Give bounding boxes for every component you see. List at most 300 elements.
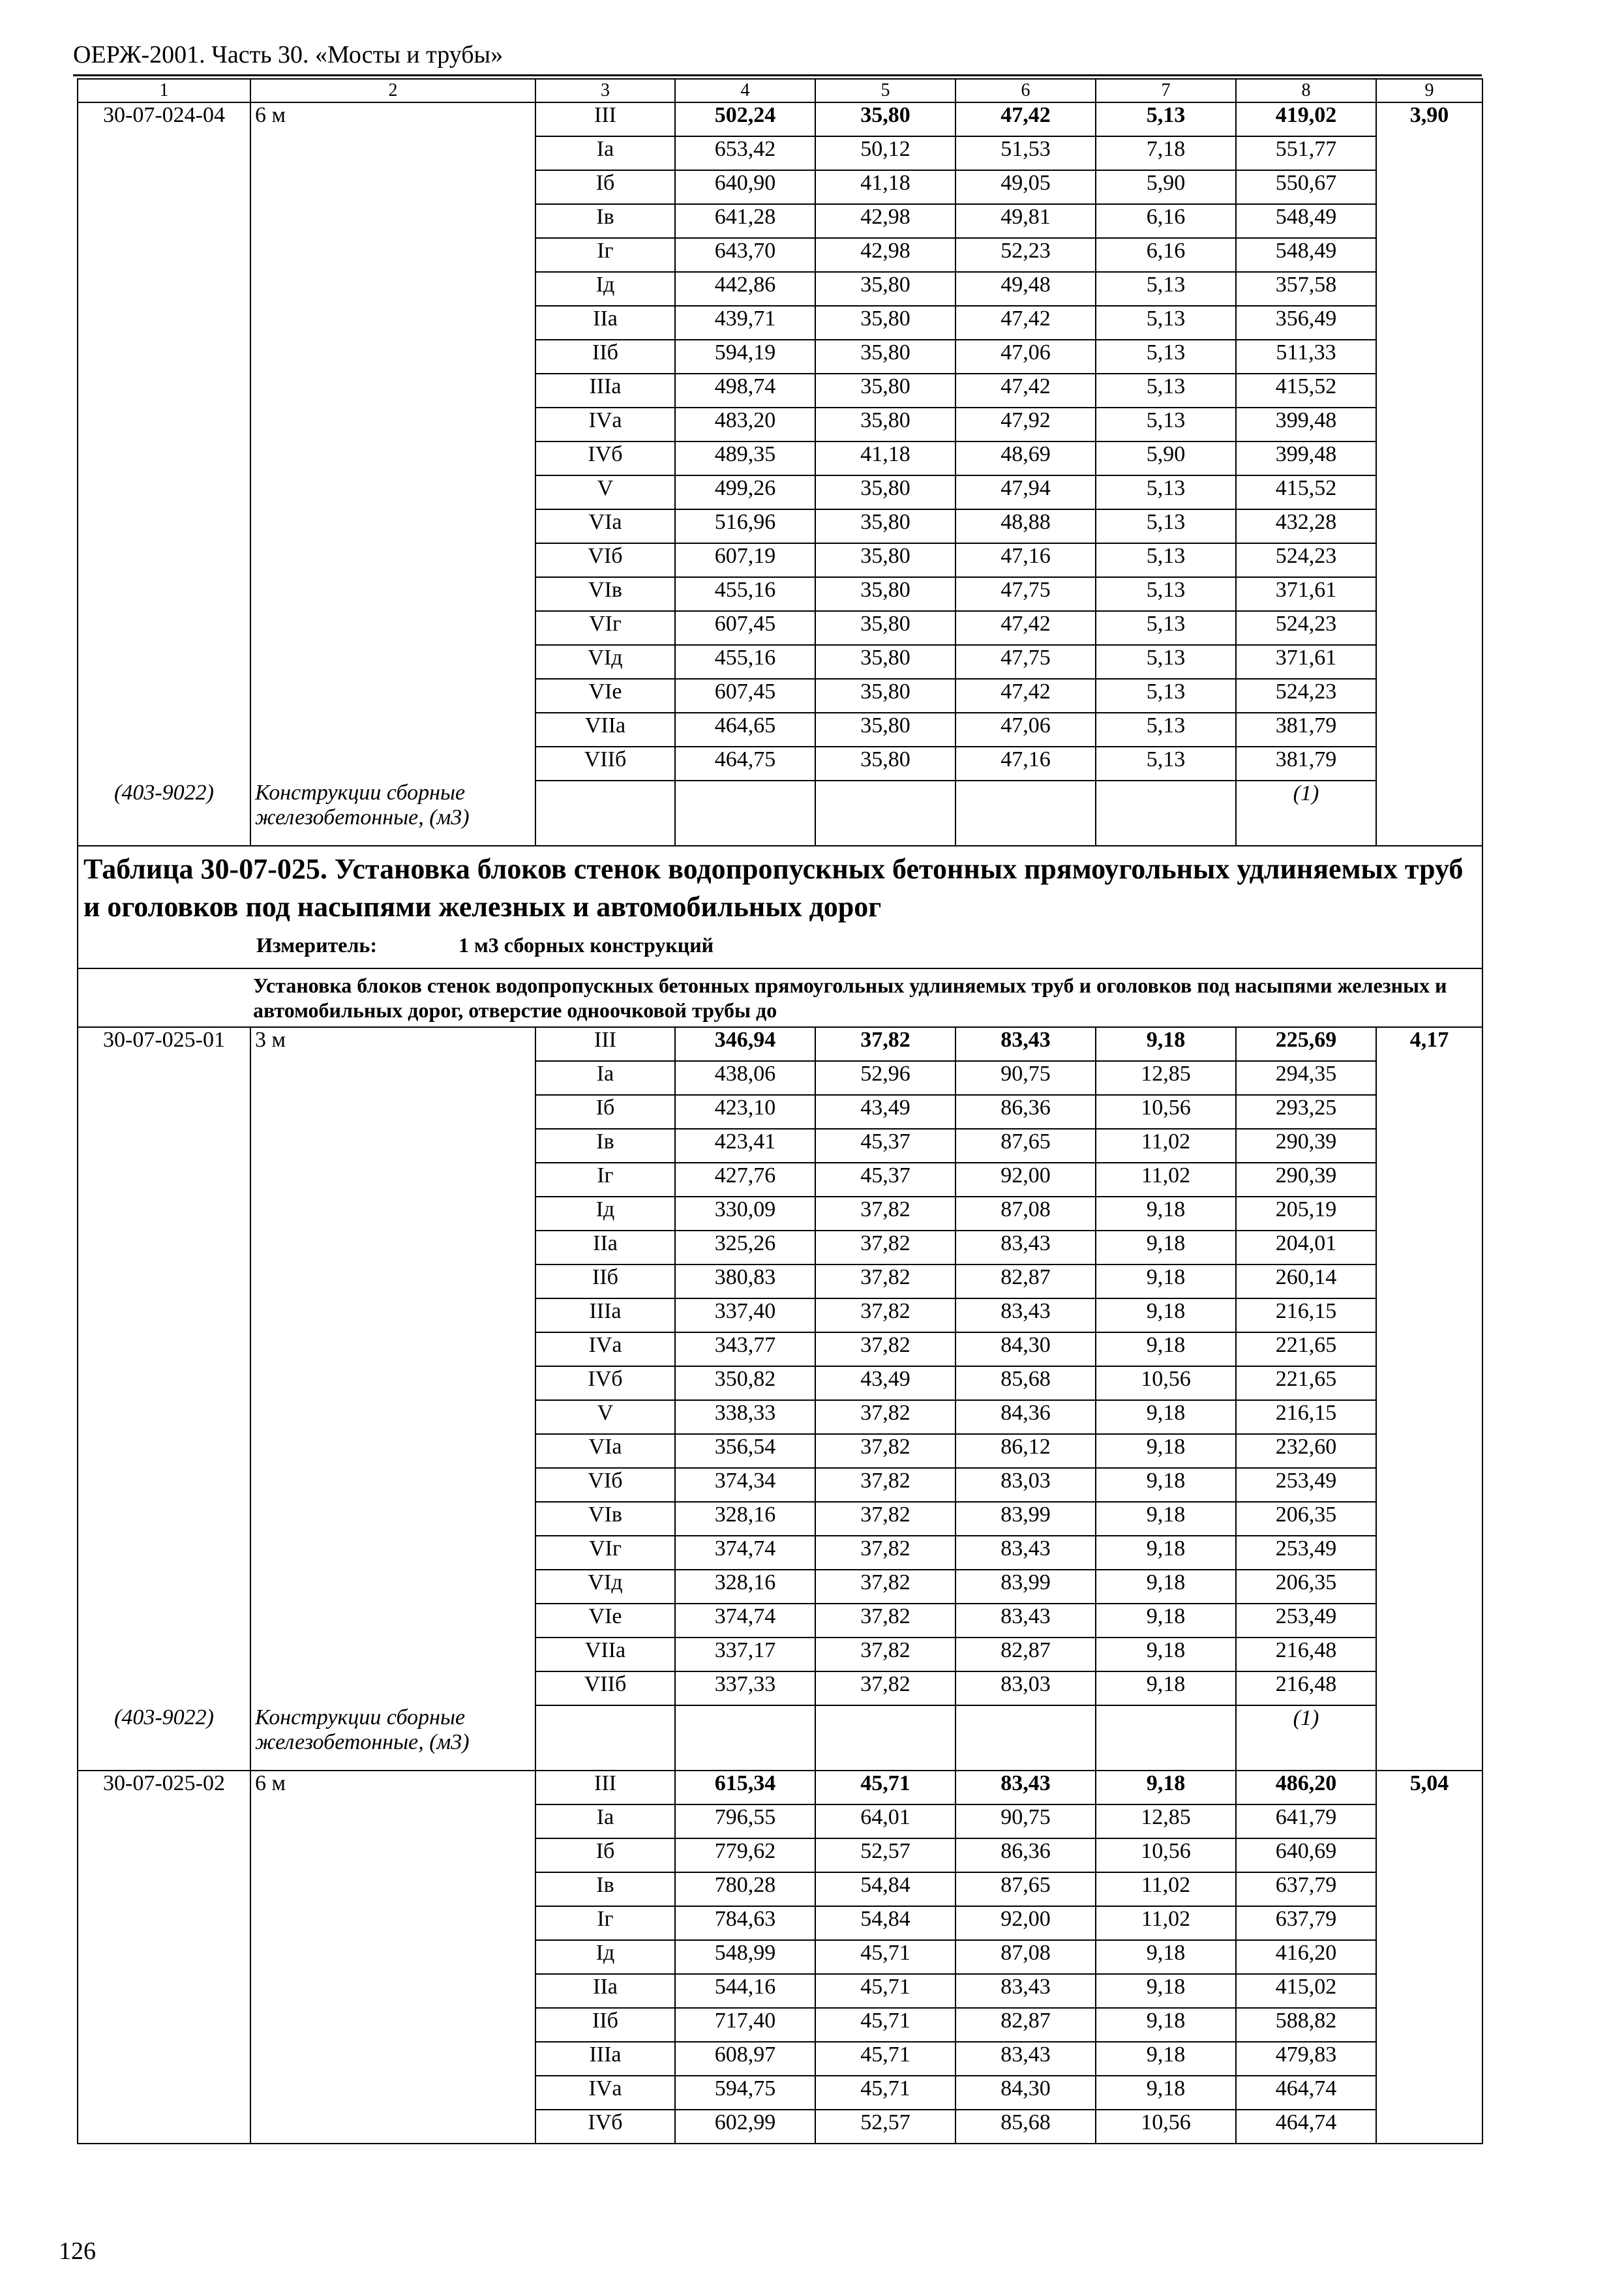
value-cell: 5,13	[1096, 679, 1236, 713]
empty-cell	[78, 2076, 250, 2110]
value-cell: 9,18	[1096, 1771, 1236, 1804]
value-cell: 511,33	[1236, 340, 1376, 374]
value-cell: 6,16	[1096, 238, 1236, 272]
value-cell: 35,80	[815, 340, 955, 374]
value-cell: 35,80	[815, 374, 955, 408]
value-cell: 442,86	[675, 272, 815, 306]
empty-cell	[1376, 747, 1482, 781]
empty-cell	[78, 441, 250, 475]
region-code: VIв	[535, 1502, 675, 1536]
empty-cell	[250, 136, 535, 170]
empty-cell	[1376, 1705, 1482, 1771]
region-code: IVб	[535, 1366, 675, 1400]
empty-cell	[1376, 1838, 1482, 1872]
column-number: 1	[78, 79, 250, 102]
value-cell: 47,16	[955, 747, 1096, 781]
value-cell: 9,18	[1096, 1400, 1236, 1434]
value-cell: 293,25	[1236, 1095, 1376, 1129]
region-code: VIIб	[535, 747, 675, 781]
value-cell: 643,70	[675, 238, 815, 272]
empty-cell	[250, 611, 535, 645]
value-cell: 216,15	[1236, 1298, 1376, 1332]
table-row	[78, 509, 1482, 543]
empty-cell	[78, 1434, 250, 1468]
empty-cell	[1376, 679, 1482, 713]
region-code: IIIа	[535, 1298, 675, 1332]
value-cell: 216,48	[1236, 1671, 1376, 1705]
empty-cell	[78, 1163, 250, 1197]
empty-cell	[250, 170, 535, 204]
value-cell: 374,74	[675, 1536, 815, 1570]
table-row	[78, 204, 1482, 238]
value-cell: 37,82	[815, 1298, 955, 1332]
value-cell: 594,19	[675, 340, 815, 374]
value-cell: 92,00	[955, 1163, 1096, 1197]
norm-size: 6 м	[250, 1771, 535, 1804]
table-row	[78, 170, 1482, 204]
empty-cell	[1376, 272, 1482, 306]
value-cell: 608,97	[675, 2042, 815, 2076]
value-cell: 35,80	[815, 408, 955, 441]
table-title-row	[78, 846, 1482, 968]
table-row	[78, 577, 1482, 611]
empty-cell	[78, 340, 250, 374]
region-code: III	[535, 102, 675, 136]
empty-cell	[1376, 1570, 1482, 1604]
empty-cell	[250, 272, 535, 306]
value-cell: 12,85	[1096, 1804, 1236, 1838]
value-cell: 86,36	[955, 1838, 1096, 1872]
empty-cell	[250, 1366, 535, 1400]
table-row	[78, 1974, 1482, 2008]
empty-cell	[78, 1129, 250, 1163]
value-cell: 9,18	[1096, 1604, 1236, 1638]
region-code: VIе	[535, 679, 675, 713]
value-cell: 48,69	[955, 441, 1096, 475]
norm-code: 30-07-025-02	[78, 1771, 250, 1804]
empty-cell	[1376, 1197, 1482, 1231]
region-code: VIа	[535, 509, 675, 543]
empty-cell	[1376, 475, 1482, 509]
empty-cell	[78, 1671, 250, 1705]
empty-cell	[78, 1298, 250, 1332]
value-cell: 221,65	[1236, 1332, 1376, 1366]
value-cell: 35,80	[815, 272, 955, 306]
table-row	[78, 1638, 1482, 1671]
norm-code: 30-07-024-04	[78, 102, 250, 136]
region-code: VIб	[535, 543, 675, 577]
value-cell: 90,75	[955, 1804, 1096, 1838]
value-cell: 37,82	[815, 1468, 955, 1502]
value-cell: 204,01	[1236, 1231, 1376, 1264]
note-col8: (1)	[1236, 781, 1376, 846]
empty-cell	[250, 1434, 535, 1468]
column-number: 7	[1096, 79, 1236, 102]
value-cell: 45,71	[815, 1771, 955, 1804]
table-row	[78, 374, 1482, 408]
value-cell: 216,48	[1236, 1638, 1376, 1671]
table-row	[78, 1332, 1482, 1366]
empty-cell	[250, 1468, 535, 1502]
value-cell: 52,23	[955, 238, 1096, 272]
value-cell: 90,75	[955, 1061, 1096, 1095]
table-row	[78, 136, 1482, 170]
empty-cell	[250, 509, 535, 543]
region-code: IIб	[535, 1264, 675, 1298]
empty-cell	[955, 781, 1096, 846]
value-cell: 83,43	[955, 1604, 1096, 1638]
value-cell: 47,06	[955, 713, 1096, 747]
value-cell: 37,82	[815, 1604, 955, 1638]
value-cell: 594,75	[675, 2076, 815, 2110]
table-title-cell	[78, 846, 1482, 968]
value-cell: 10,56	[1096, 1095, 1236, 1129]
empty-cell	[250, 1298, 535, 1332]
region-code: Iг	[535, 1906, 675, 1940]
norm-size: 6 м	[250, 102, 535, 136]
value-cell: 337,33	[675, 1671, 815, 1705]
empty-cell	[1376, 1298, 1482, 1332]
empty-cell	[78, 1974, 250, 2008]
empty-cell	[1376, 441, 1482, 475]
value-cell: 35,80	[815, 747, 955, 781]
empty-cell	[1376, 1129, 1482, 1163]
column-number: 9	[1376, 79, 1482, 102]
empty-cell	[250, 2076, 535, 2110]
table-row	[78, 713, 1482, 747]
table-row	[78, 1604, 1482, 1638]
value-cell: 35,80	[815, 306, 955, 340]
empty-cell	[675, 781, 815, 846]
value-cell: 415,52	[1236, 374, 1376, 408]
value-cell: 357,58	[1236, 272, 1376, 306]
table-row	[78, 1400, 1482, 1434]
empty-cell	[1376, 2042, 1482, 2076]
value-cell: 82,87	[955, 1264, 1096, 1298]
empty-cell	[250, 1129, 535, 1163]
region-code: Iб	[535, 170, 675, 204]
value-cell: 45,71	[815, 2008, 955, 2042]
value-cell: 6,16	[1096, 204, 1236, 238]
table-row	[78, 1906, 1482, 1940]
value-cell: 64,01	[815, 1804, 955, 1838]
empty-cell	[1376, 1940, 1482, 1974]
table-row	[78, 1771, 1482, 1804]
value-cell: 83,43	[955, 1298, 1096, 1332]
value-cell: 717,40	[675, 2008, 815, 2042]
value-cell: 5,13	[1096, 543, 1236, 577]
empty-cell	[1376, 2076, 1482, 2110]
empty-cell	[250, 1502, 535, 1536]
empty-cell	[535, 781, 675, 846]
empty-cell	[1376, 1906, 1482, 1940]
value-cell: 45,71	[815, 2076, 955, 2110]
empty-cell	[78, 2110, 250, 2144]
value-cell: 5,13	[1096, 509, 1236, 543]
value-cell: 455,16	[675, 577, 815, 611]
region-code: V	[535, 475, 675, 509]
value-cell: 35,80	[815, 475, 955, 509]
empty-cell	[1376, 1468, 1482, 1502]
empty-cell	[1376, 1061, 1482, 1095]
empty-cell	[250, 2042, 535, 2076]
norms-table	[77, 78, 1483, 2144]
empty-cell	[250, 2008, 535, 2042]
empty-cell	[78, 238, 250, 272]
empty-cell	[78, 2008, 250, 2042]
empty-cell	[78, 1940, 250, 1974]
table-row	[78, 747, 1482, 781]
table-row	[78, 1197, 1482, 1231]
region-code: VIд	[535, 1570, 675, 1604]
empty-cell	[1376, 1872, 1482, 1906]
region-code: IVа	[535, 2076, 675, 2110]
value-cell: 548,49	[1236, 204, 1376, 238]
value-cell: 9,18	[1096, 1197, 1236, 1231]
value-cell: 11,02	[1096, 1163, 1236, 1197]
value-cell: 83,99	[955, 1502, 1096, 1536]
region-code: Iб	[535, 1838, 675, 1872]
value-cell: 607,45	[675, 679, 815, 713]
value-cell: 10,56	[1096, 1366, 1236, 1400]
table-row	[78, 340, 1482, 374]
table-row	[78, 441, 1482, 475]
value-cell: 432,28	[1236, 509, 1376, 543]
empty-cell	[1376, 306, 1482, 340]
empty-cell	[78, 645, 250, 679]
empty-cell	[675, 1705, 815, 1771]
note-text: Конструкции сборные железобетонные, (м3)	[250, 781, 535, 846]
empty-cell	[78, 1906, 250, 1940]
region-code: VIIб	[535, 1671, 675, 1705]
empty-cell	[1376, 340, 1482, 374]
value-cell: 784,63	[675, 1906, 815, 1940]
region-code: Iа	[535, 136, 675, 170]
empty-cell	[250, 645, 535, 679]
value-cell: 84,30	[955, 2076, 1096, 2110]
value-cell: 337,40	[675, 1298, 815, 1332]
value-cell: 602,99	[675, 2110, 815, 2144]
empty-cell	[250, 340, 535, 374]
value-cell: 653,42	[675, 136, 815, 170]
value-cell: 5,13	[1096, 102, 1236, 136]
column-number: 5	[815, 79, 955, 102]
empty-cell	[78, 272, 250, 306]
material-note-row	[78, 781, 1482, 846]
note-code: (403-9022)	[78, 1705, 250, 1771]
table-row	[78, 1872, 1482, 1906]
value-cell: 637,79	[1236, 1872, 1376, 1906]
value-cell: 47,42	[955, 679, 1096, 713]
value-cell: 253,49	[1236, 1468, 1376, 1502]
norm-size: 3 м	[250, 1027, 535, 1061]
value-cell: 371,61	[1236, 577, 1376, 611]
region-code: IVб	[535, 2110, 675, 2144]
empty-cell	[1376, 1804, 1482, 1838]
empty-cell	[78, 2042, 250, 2076]
region-code: Iд	[535, 272, 675, 306]
empty-cell	[250, 1838, 535, 1872]
value-cell: 343,77	[675, 1332, 815, 1366]
value-cell: 47,94	[955, 475, 1096, 509]
table-row	[78, 306, 1482, 340]
value-cell: 640,90	[675, 170, 815, 204]
col9-value: 5,04	[1376, 1771, 1482, 1804]
region-code: VIIа	[535, 713, 675, 747]
region-code: Iг	[535, 238, 675, 272]
value-cell: 9,18	[1096, 1671, 1236, 1705]
empty-cell	[78, 543, 250, 577]
value-cell: 83,43	[955, 1027, 1096, 1061]
empty-cell	[250, 747, 535, 781]
value-cell: 47,42	[955, 102, 1096, 136]
empty-cell	[1376, 1434, 1482, 1468]
region-code: IIIа	[535, 2042, 675, 2076]
value-cell: 9,18	[1096, 1434, 1236, 1468]
value-cell: 374,34	[675, 1468, 815, 1502]
empty-cell	[1376, 1638, 1482, 1671]
empty-cell	[250, 306, 535, 340]
value-cell: 47,16	[955, 543, 1096, 577]
empty-cell	[78, 1838, 250, 1872]
empty-cell	[250, 543, 535, 577]
value-cell: 419,02	[1236, 102, 1376, 136]
value-cell: 381,79	[1236, 713, 1376, 747]
value-cell: 83,43	[955, 1771, 1096, 1804]
table-row	[78, 272, 1482, 306]
value-cell: 9,18	[1096, 2008, 1236, 2042]
col9-value: 4,17	[1376, 1027, 1482, 1061]
value-cell: 9,18	[1096, 1570, 1236, 1604]
value-cell: 52,96	[815, 1061, 955, 1095]
table-row	[78, 679, 1482, 713]
value-cell: 37,82	[815, 1570, 955, 1604]
value-cell: 47,42	[955, 374, 1096, 408]
table-row	[78, 1298, 1482, 1332]
table-row	[78, 1264, 1482, 1298]
empty-cell	[1376, 1231, 1482, 1264]
table-row	[78, 1163, 1482, 1197]
value-cell: 423,41	[675, 1129, 815, 1163]
region-code: Iв	[535, 1872, 675, 1906]
value-cell: 524,23	[1236, 611, 1376, 645]
empty-cell	[78, 1231, 250, 1264]
table-row	[78, 645, 1482, 679]
table-row	[78, 475, 1482, 509]
value-cell: 37,82	[815, 1027, 955, 1061]
empty-cell	[250, 1570, 535, 1604]
region-code: Iд	[535, 1197, 675, 1231]
value-cell: 796,55	[675, 1804, 815, 1838]
value-cell: 550,67	[1236, 170, 1376, 204]
value-cell: 350,82	[675, 1366, 815, 1400]
value-cell: 9,18	[1096, 1264, 1236, 1298]
empty-cell	[78, 713, 250, 747]
empty-cell	[250, 1163, 535, 1197]
value-cell: 35,80	[815, 577, 955, 611]
empty-cell	[78, 204, 250, 238]
empty-cell	[1376, 713, 1482, 747]
value-cell: 290,39	[1236, 1129, 1376, 1163]
empty-cell	[250, 1264, 535, 1298]
value-cell: 10,56	[1096, 2110, 1236, 2144]
value-cell: 47,92	[955, 408, 1096, 441]
value-cell: 9,18	[1096, 1298, 1236, 1332]
region-code: Iд	[535, 1940, 675, 1974]
empty-cell	[1376, 1536, 1482, 1570]
empty-cell	[250, 2110, 535, 2144]
value-cell: 37,82	[815, 1231, 955, 1264]
value-cell: 84,30	[955, 1332, 1096, 1366]
value-cell: 9,18	[1096, 1974, 1236, 2008]
value-cell: 486,20	[1236, 1771, 1376, 1804]
region-code: IVа	[535, 1332, 675, 1366]
empty-cell	[250, 679, 535, 713]
region-code: VIIа	[535, 1638, 675, 1671]
value-cell: 455,16	[675, 645, 815, 679]
value-cell: 371,61	[1236, 645, 1376, 679]
value-cell: 85,68	[955, 1366, 1096, 1400]
empty-cell	[1376, 611, 1482, 645]
value-cell: 47,06	[955, 340, 1096, 374]
value-cell: 83,43	[955, 2042, 1096, 2076]
value-cell: 5,13	[1096, 340, 1236, 374]
empty-cell	[1376, 136, 1482, 170]
value-cell: 524,23	[1236, 543, 1376, 577]
empty-cell	[1376, 408, 1482, 441]
region-code: VIг	[535, 1536, 675, 1570]
empty-cell	[78, 1332, 250, 1366]
empty-cell	[250, 374, 535, 408]
empty-cell	[1096, 781, 1236, 846]
empty-cell	[250, 1804, 535, 1838]
value-cell: 641,28	[675, 204, 815, 238]
value-cell: 516,96	[675, 509, 815, 543]
value-cell: 45,71	[815, 2042, 955, 2076]
value-cell: 338,33	[675, 1400, 815, 1434]
value-cell: 41,18	[815, 441, 955, 475]
empty-cell	[78, 170, 250, 204]
value-cell: 54,84	[815, 1906, 955, 1940]
value-cell: 85,68	[955, 2110, 1096, 2144]
empty-cell	[1376, 1264, 1482, 1298]
empty-cell	[1096, 1705, 1236, 1771]
value-cell: 11,02	[1096, 1872, 1236, 1906]
value-cell: 9,18	[1096, 1638, 1236, 1671]
empty-cell	[1376, 1332, 1482, 1366]
value-cell: 637,79	[1236, 1906, 1376, 1940]
value-cell: 290,39	[1236, 1163, 1376, 1197]
table-row	[78, 1940, 1482, 1974]
value-cell: 87,65	[955, 1872, 1096, 1906]
empty-cell	[1376, 1604, 1482, 1638]
column-number: 4	[675, 79, 815, 102]
note-code: (403-9022)	[78, 781, 250, 846]
region-code: VIе	[535, 1604, 675, 1638]
empty-cell	[78, 475, 250, 509]
empty-cell	[1376, 509, 1482, 543]
region-code: VIг	[535, 611, 675, 645]
value-cell: 205,19	[1236, 1197, 1376, 1231]
table-row	[78, 1671, 1482, 1705]
value-cell: 35,80	[815, 645, 955, 679]
region-code: VIв	[535, 577, 675, 611]
page-header: ОЕРЖ-2001. Часть 30. «Мосты и трубы»	[73, 41, 504, 68]
empty-cell	[250, 1400, 535, 1434]
empty-cell	[1376, 170, 1482, 204]
column-number: 8	[1236, 79, 1376, 102]
value-cell: 464,74	[1236, 2110, 1376, 2144]
